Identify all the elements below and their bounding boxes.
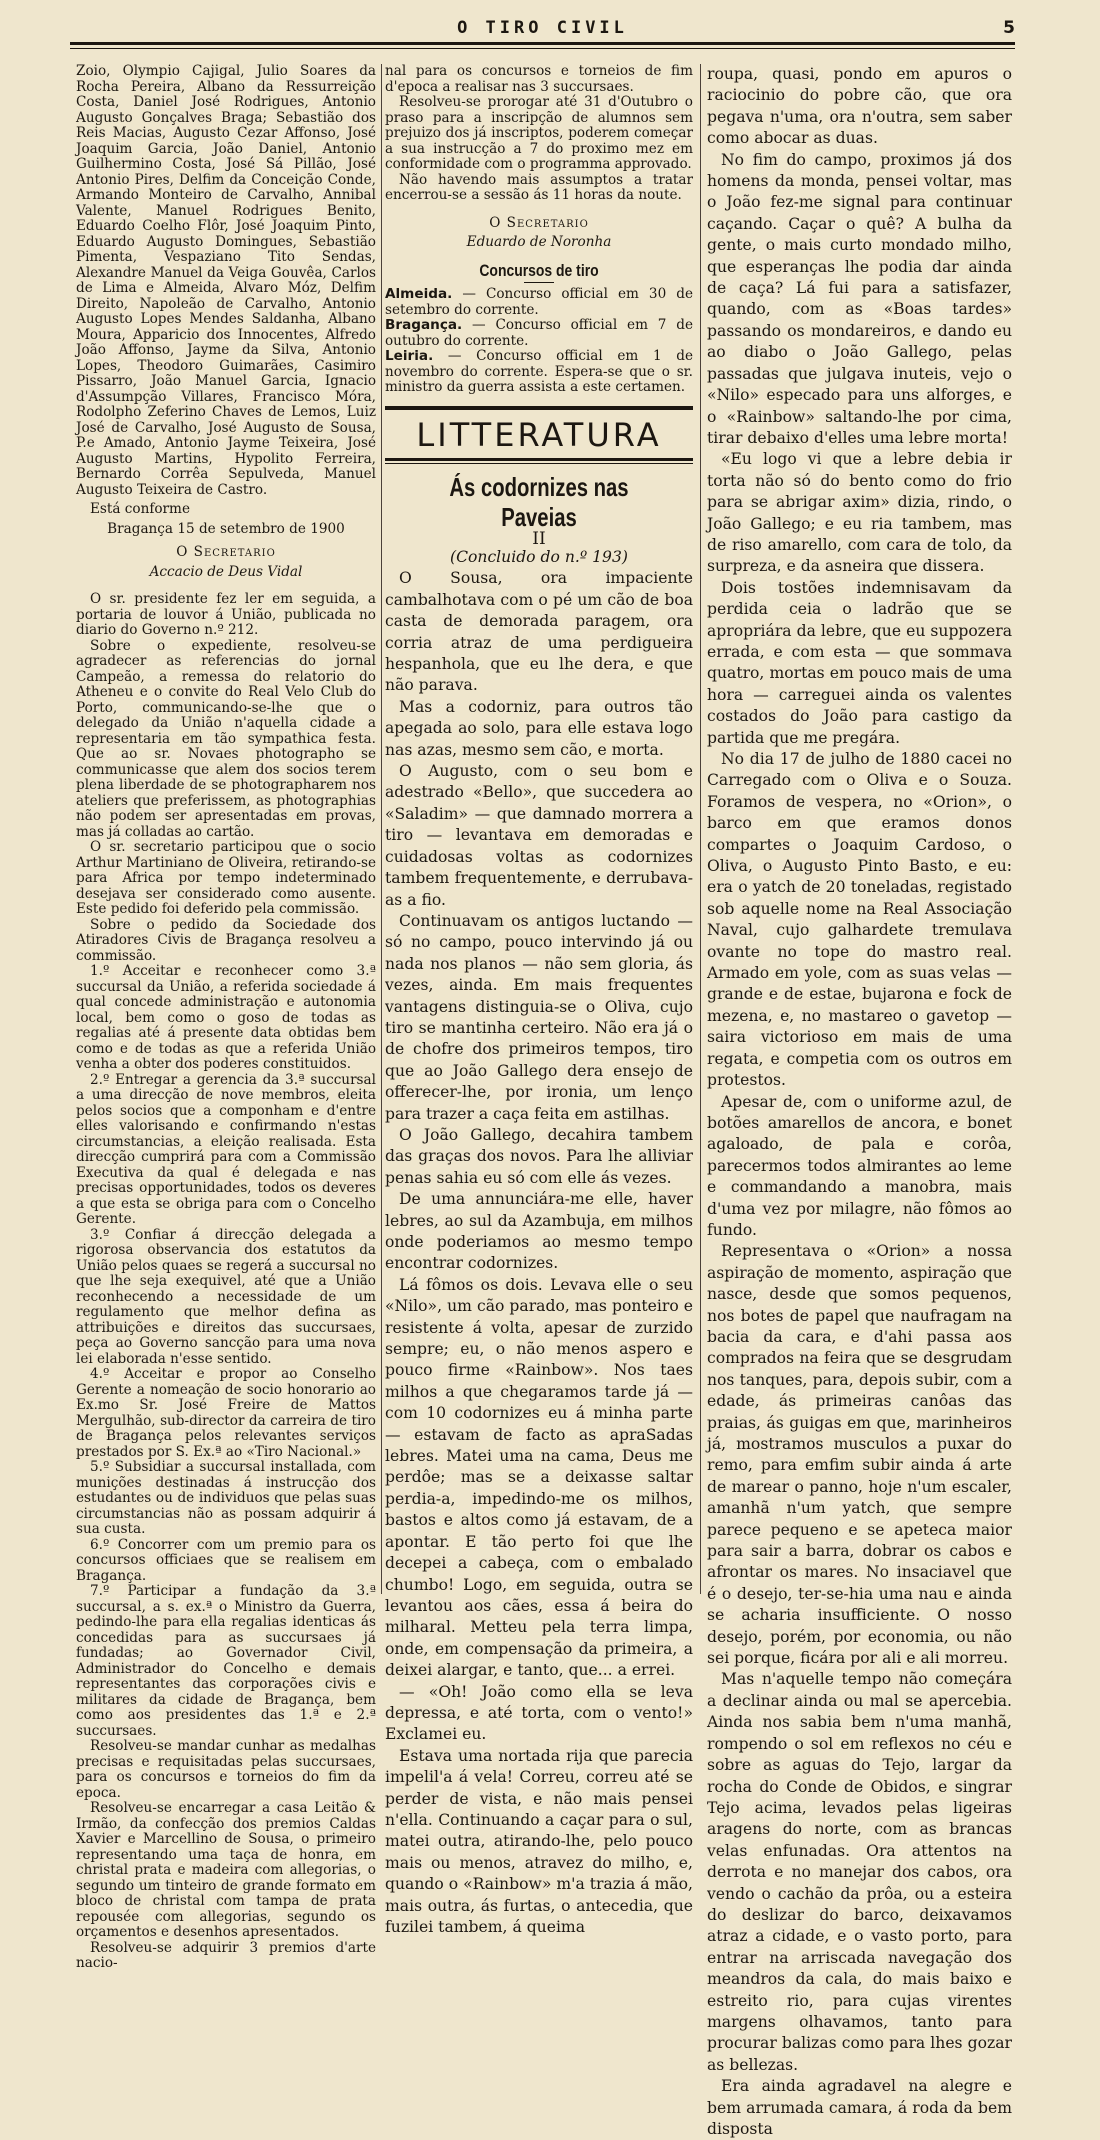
name-list: Zoio, Olympio Cajigal, Julio Soares da Rocha Pereira, Albano da Ressurreição Costa, Daniel José Rodrigues, Antonio Augusto Gonçalves Braga; Sebastião dos Reis Macias, Augusto Cezar Affonso, José Joaquim Garcia, João Daniel, Antonio Guilhermino Costa, José Sá Pillão, José Antonio Pires, Delfim da Conceição Conde, Armando Monteiro de Carvalho, Annibal Valente, Manuel Rodrigues Benito, Eduardo Coelho Flôr, José Joaquim Pinto, Eduardo Augusto Domingues, Sebastião Pimenta, Vespaziano Tito Sendas, Alexandre Manuel da Veiga Gouvêa, Carlos de Lima e Almeida, Alvaro Móz, Delfim Direito, Napoleão de Carvalho, Antonio Augusto Lopes Mendes Saldanha, Albano Moura, Apparicio dos Innocentes, Alfredo João Affonso, Jayme da Silva, Antonio Lopes, Theodoro Guimarães, Casimiro Pissarro, João Manuel Garcia, Ignacio d'Assumpção Villares, Francisco Móra, Rodolpho Zeferino Chaves de Lemos, Luiz José de Carvalho, José Augusto de Sousa, P.e Amado, Antonio Jayme Teixeira, José Augusto Martins, Hypolito Ferreira, Bernardo Corrêa Sepulveda, Manuel Augusto Teixeira de Castro.	[76, 63, 376, 498]
section-heading: Concursos de tiro	[479, 260, 599, 280]
paragraph: Estava uma nortada rija que parecia impelil'a á vela! Correu, correu até se perder de vista, e não mais pensei n'ella. Continuando a caçar para o sul, matei outra, atirando-lhe, pelo pouco mais ou menos, atravez do milho, e, quando o «Rainbow» m'a trazia á mão, mais outra, ás furtas, o antecedia, que fuzilei tambem, á queima	[385, 1746, 693, 1936]
paragraph: O João Gallego, decahira tambem das graças dos novos. Para lhe alliviar penas sahia eu só com elle ás vezes.	[385, 1125, 693, 1187]
paragraph: 3.º Confiar á direcção delegada a rigorosa observancia dos estatutos da União pelos quaes se regerá a succursal no que lhe seja exequivel, até que a União reconhecendo a necessidade de um regulamento que melhor defina as attribuições e direitos das succursaes, peça ao Governo sancção para uma nova lei elaborada n'esse sentido.	[76, 1226, 376, 1367]
divider	[385, 463, 693, 464]
paragraph: O Sousa, ora impaciente cambalhotava com o pé um cão de boa casta de demorada paragem, ora corria atraz de uma perdigueira hespanhola, que eu lhe dera, e que não parava.	[385, 569, 693, 695]
concurso-place: Leiria.	[385, 348, 434, 364]
paragraph: No dia 17 de julho de 1880 cacei no Carregado com o Oliva e o Souza. Foramos de vespera, no «Orion», o barco em que eramos donos compartes o Joaquim Cardoso, o Oliva, o Augusto Pinto Basto, e eu: era o yatch de 20 toneladas, registado sob aquelle nome na Real Associação Naval, cujo galhardete tremulava ovante no tope do mastro real. Armado em yole, com as suas velas — grande e de estae, bujarona e fock de mezena, e, no mastareo o gavetop — saira victorioso em mais de uma regata, e competia com os outros em protestos.	[707, 750, 1012, 1090]
paragraph: — «Oh! João como ella se leva depressa, e até torta, com o vento!» Exclamei eu.	[385, 1682, 693, 1744]
concurso-place: Bragança.	[385, 317, 463, 333]
story-part: II	[532, 528, 546, 549]
section-banner	[385, 406, 693, 461]
paragraph: Apesar de, com o uniforme azul, de botões amarellos de ancora, e bonet agaloado, de pala e corôa, parecermos todos almirantes ao leme e commandando a manobra, mais d'uma vez por milagre, não fômos ao fundo.	[707, 1092, 1012, 1239]
column-1	[76, 64, 376, 1972]
paragraph: 6.º Concorrer com um premio para os concursos officiaes que se realisem em Bragança.	[76, 1536, 376, 1584]
paragraph: Mas a codorniz, para outros tão apegada ao solo, para elle estava logo nas azas, mesmo sem cão, e morta.	[385, 697, 693, 759]
column-3	[707, 64, 1012, 2140]
secretary-label: O Secretario	[489, 214, 589, 231]
secretary-name: Eduardo de Noronha	[466, 234, 612, 250]
paragraph: Sobre o expediente, resolveu-se agradecer as referencias do jornal Campeão, a remessa do relatorio do Atheneu e o convite do Real Velo Club do Porto, communicando-se-lhe que o delegado da União n'aquella cidade a representaria em tão sympathica festa. Que ao sr. Novaes photographo se communicasse que alem dos socios terem plena liberdade de se photographarem nos ateliers que preferissem, as photographias não podem ser apresentadas em provas, mas já colladas ao cartão.	[76, 637, 376, 840]
page-header	[70, 18, 1015, 42]
column-divider	[381, 64, 382, 1594]
paragraph: 7.º Participar a fundação da 3.ª succursal, a s. ex.ª o Ministro da Guerra, pedindo-lhe para ella regalias identicas ás concedidas para as succursaes já fundadas; ao Governador Civil, Administrador do Concelho e demais representantes das corporações civis e militares da cidade de Bragança, bem como aos presidentes das 1.ª e 2.ª succursaes.	[76, 1583, 376, 1739]
paragraph: roupa, quasi, pondo em apuros o raciocinio do pobre cão, que ora pegava n'uma, ora n'outra, sem saber como abocar as duas.	[707, 65, 1012, 148]
paragraph: Era ainda agradavel na alegre e bem arrumada camara, á roda da bem disposta	[707, 2077, 1012, 2138]
paragraph: 2.º Entregar a gerencia da 3.ª succursal a uma direcção de nove membros, eleita pelos socios que a componham e d'entre elles valorisando e confirmando n'estas circumstancias, a eleição realisada. Esta direcção cumprirá para com a Commissão Executiva da qual é delegada e nas precisas opportunidades, todos os deveres a que esta se obriga para com o Concelho Gerente.	[76, 1071, 376, 1227]
paragraph: «Eu logo vi que a lebre debia ir torta não só do bento como do frio para se abrigar axim» dizia, rindo, o João Gallego; e eu ria tambem, mas de riso amarello, com cara de tolo, da surpreza, e da asneira que dissera.	[707, 450, 1012, 576]
column-divider	[700, 64, 701, 1594]
paragraph: No fim do campo, proximos já dos homens da monda, pensei voltar, mas o João fez-me signal para continuar caçando. Caçar o quê? A bulha da gente, o mais curto mondado milho, que esperanças lhe podia dar ainda de caça? Lá fui para a satisfazer, quando, com as «Boas tardes» passando os mondareiros, e dando eu ao diabo o João Gallego, pelas passadas que julgava inuteis, vejo o «Nilo» especado para uns alforges, e o «Rainbow» saltando-lhe por cima, tirar debaixo d'elles uma lebre morta!	[707, 150, 1012, 447]
paragraph: 5.º Subsidiar a succursal installada, com munições destinadas á instrucção dos estudantes ou de individuos que pelas suas circumstancias não as possam adquirir á sua custa.	[76, 1459, 376, 1537]
header-rule	[70, 42, 1015, 45]
paragraph: Dois tostões indemnisavam da perdida ceia o ladrão que se apropriára da lebre, que eu suppozera errada, e com esta — que sommava quatro, mortas em pouco mais de uma hora — carreguei ainda os valentes costados do João para castigo da partida que me pregára.	[707, 578, 1012, 747]
concurso-text: — Concurso official em 1 de novembro do corrente. Espera-se que o sr. ministro da guerra assista a este certamen.	[385, 348, 693, 395]
concurso-item	[385, 349, 693, 396]
secretary-name: Accacio de Deus Vidal	[149, 563, 303, 580]
paragraph: 4.º Acceitar e propor ao Conselho Gerente a nomeação de socio honorario ao Ex.mo Sr. José Freire de Mattos Mergulhão, sub-director da carreira de tiro de Bragança pelos relevantes serviços prestados por S. Ex.ª ao «Tiro Nacional.»	[76, 1366, 376, 1460]
paragraph: 1.º Acceitar e reconhecer como 3.ª succursal da União, a referida sociedade á qual concede administração e autonomia local, bem como o goso de todas as regalias até á presente data obtidas bem como e de todas as que a referida União venha a obter dos poderes constituidos.	[76, 963, 376, 1072]
paragraph: O Augusto, com o seu bom e adestrado «Bello», que succedera ao «Saladim» — que damnado morrera a tiro — levantava em demoradas e cuidadosas voltas as codornizes tambem frequentemente, e derrubava-as a fio.	[385, 762, 693, 909]
divider	[524, 282, 554, 283]
page-number: 5	[1003, 18, 1015, 38]
section-title: LITTERATURA	[416, 415, 662, 454]
paragraph: O sr. presidente fez ler em seguida, a portaria de louvor á União, publicada no diario do Governo n.º 212.	[76, 591, 376, 638]
concurso-item	[385, 287, 693, 318]
paragraph: Resolveu-se encarregar a casa Leitão & Irmão, da confecção dos premios Caldas Xavier e Marcellino de Sousa, o primeiro representando uma taça de honra, em christal prata e madeira com allegorias, o segundo um tinteiro de grande formato em bloco de christal com tampa de prata repousée com allegorias, segundo os orçamentos e desenhos apresentados.	[76, 1800, 376, 1940]
newspaper-title: O TIRO CIVIL	[457, 18, 628, 38]
concurso-text: — Concurso official em 7 de outubro do corrente.	[385, 317, 693, 349]
paragraph: De uma annunciára-me elle, haver lebres, ao sul da Azambuja, em milhos onde poderiamos ao mesmo tempo encontrar codornizes.	[385, 1190, 693, 1273]
paragraph: Sobre o pedido da Sociedade dos Atiradores Civis de Bragança resolveu a commissão.	[76, 916, 376, 964]
paragraph: Resolveu-se mandar cunhar as medalhas precisas e requisitadas pelas succursaes, para os concursos e torneios do fim da epoca.	[76, 1738, 376, 1801]
concurso-text: — Concurso official em 30 de setembro do corrente.	[385, 286, 693, 318]
concurso-item	[385, 318, 693, 349]
column-2	[385, 64, 693, 1938]
header-rule-thin	[70, 48, 1015, 49]
paragraph: Resolveu-se adquirir 3 premios d'arte nacio-	[76, 1939, 376, 1971]
paragraph: Lá fômos os dois. Levava elle o seu «Nilo», um cão parado, mas ponteiro e resistente á volta, apesar de zurzido sempre; eu, o não menos aspero e pouco firme «Rainbow». Nos taes milhos a que chegaramos tarde já — com 10 codornizes eu á minha parte — estavam de facto as apraSadas lebres. Matei uma na cama, Deus me perdôe; mas se a deixasse saltar perdia-a, impedindo-me os milhos, bastos e altos como já estavam, de a apontar. E tão perto foi que lhe decepei a cabeça, com o embalado chumbo! Logo, em seguida, outra se levantou aos cães, essa á beira do milharal. Metteu pela terra limpa, onde, em compensação da primeira, a deixei alargar, e tanto, que... a errei.	[385, 1275, 693, 1680]
paragraph: Representava o «Orion» a nossa aspiração de momento, aspiração que nasce, desde que somos pequenos, nos botes de papel que naufragam na bacia da cara, e d'ahi passa aos comprados na feira que se desgrudam nos tanques, para, depois subir, com a edade, ás primeiras canôas das praias, ás guigas em que, marinheiros já, mostramos musculos a puxar do remo, para emfim subir ainda á arte de marear o panno, hoje n'um escaler, amanhã n'um yatch, que sempre parece pequeno e se apeteca maior para sair a barra, dobrar os cabos e afrontar os mares. No insaciavel que é o desejo, ter-se-hia uma nau e ainda se acharia insufficiente. O nosso desejo, porém, por economia, ou não sei porque, ficára por ali e ali morreu.	[707, 1242, 1012, 1668]
story-continuation: (Concluido do n.º 193)	[450, 548, 628, 566]
paragraph: nal para os concursos e torneios de fim d'epoca a realisar nas 3 succursaes.	[385, 63, 693, 95]
story-title: Ás codornizes nas Paveias	[449, 471, 629, 532]
paragraph: O sr. secretario participou que o socio Arthur Martiniano de Oliveira, retirando-se para Africa por tempo indeterminado desejava ser considerado como ausente. Este pedido foi deferido pela commissão.	[76, 839, 376, 917]
secretary-label: O Secretario	[176, 544, 276, 560]
paragraph: Continuavam os antigos luctando — só no campo, pouco intervindo já ou nada nos planos — não sem gloria, ás vezes, ainda. Em mais frequentes vantagens distinguia-se o Oliva, cujo tiro se mantinha certeiro. Não era já o de chofre dos primeiros tempos, tiro que ao João Gallego dera ensejo de offerecer-lhe, por ironia, um lenço para trazer a caça feita em astilhas.	[385, 911, 693, 1123]
paragraph: Resolveu-se prorogar até 31 d'Outubro o praso para a inscripção de alumnos sem prejuizo dos já inscriptos, poderem começar a sua instrucção a 7 do proximo mez em conformidade com o programma approvado.	[385, 94, 693, 172]
concurso-place: Almeida.	[385, 286, 453, 302]
date-line: Bragança 15 de setembro de 1900	[107, 520, 345, 537]
conforme: Está conforme	[90, 501, 190, 517]
paragraph: Não havendo mais assumptos a tratar encerrou-se a sessão ás 11 horas da noute.	[385, 171, 693, 203]
paragraph: Mas n'aquelle tempo não começára a declinar ainda ou mal se apercebia. Ainda nos sabia bem n'uma manhã, rompendo o sol em reflexos no céu e sobre as aguas do Tejo, largar da rocha do Conde de Obidos, e singrar Tejo acima, levados pelas ligeiras aragens do norte, com as brancas velas enfunadas. Ora attentos na derrota e no manejar dos cabos, ora vendo o cachão da prôa, ou a esteira do deslizar do barco, deixavamos atraz a cidade, e o vasto porto, para entrar na arriscada navegação dos meandros da cala, do mais baixo e estreito rio, para cujas virentes margens olhavamos, tanto para procurar balizas como para lhes gozar as bellezas.	[707, 1670, 1012, 2074]
